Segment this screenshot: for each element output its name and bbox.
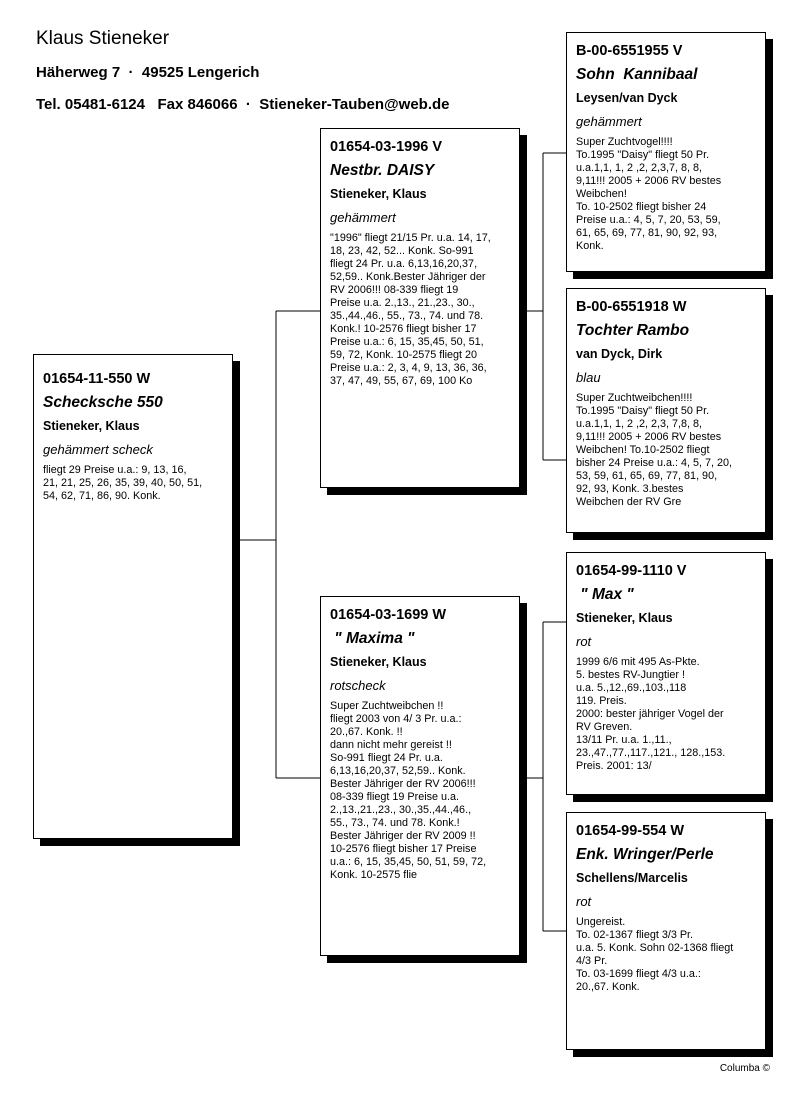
ring-number: 01654-03-1699 W (330, 607, 447, 623)
breeder-name: Stieneker, Klaus (330, 187, 427, 201)
pigeon-name: Enk. Wringer/Perle (576, 846, 714, 863)
ring-number: B-00-6551955 V (576, 43, 683, 59)
breeder-name: Schellens/Marcelis (576, 871, 688, 885)
owner-fax: Fax 846066 (157, 96, 238, 113)
pigeon-color: rot (576, 894, 592, 909)
pigeon-color: gehämmert (576, 114, 642, 129)
ring-number: 01654-99-1110 V (576, 563, 687, 579)
owner-email: Stieneker-Tauben@web.de (259, 96, 450, 113)
breeder-name: Leysen/van Dyck (576, 91, 678, 105)
performance-notes: fliegt 29 Preise u.a.: 9, 13, 16, 21, 21, 25, 26, 35, 39, 40, 50, 51, 54, 62, 71, 86, 90. Konk. (43, 464, 203, 502)
ring-number: 01654-99-554 W (576, 823, 685, 839)
pigeon-name: " Max " (576, 586, 634, 603)
pigeon-name: Tochter Rambo (576, 322, 690, 339)
pigeon-name: Nestbr. DAISY (330, 162, 435, 179)
pigeon-color: gehämmert scheck (43, 442, 153, 457)
performance-notes: 1999 6/6 mit 495 As-Pkte. 5. bestes RV-Jungtier ! u.a. 5.,12.,69.,103.,118 119. Preis. 2000: bester jähriger Vogel der RV Greven. 13/11 Pr. u.a. 1.,11., 23.,47.,77.,117.,121., 128.,153. Preis. 2001: 13/ (576, 656, 726, 772)
owner-street: Häherweg 7 (36, 64, 121, 81)
breeder-name: Stieneker, Klaus (576, 611, 673, 625)
owner-tel: Tel. 05481-6124 (36, 96, 145, 113)
pigeon-name: Sohn Kannibaal (576, 66, 698, 83)
performance-notes: "1996" fliegt 21/15 Pr. u.a. 14, 17, 18, 23, 42, 52... Konk. So-991 fliegt 24 Pr. u.a. 6,13,16,20,37, 52,59.. Konk.Bester Jähriger der RV 2006!!! 08-339 fliegt 19 Preise u.a. 2.,13., 21.,23., 30., 35.,44.,46., 55., 73., 74. und 78. Konk.! 10-2576 fliegt bisher 17 Preise u.a.: 6, 15, 35,45, 50, 51, 59, 72, Konk. 10-2575 fliegt 20 Preise u.a.: 2, 3, 4, 9, 13, 36, 36, 37, 47, 49, 55, 67, 69, 100 Ko (330, 232, 491, 387)
pigeon-card-sire-sire (566, 32, 766, 272)
pigeon-color: blau (576, 370, 601, 385)
pigeon-name: Schecksche 550 (43, 394, 163, 411)
pigeon-card-dam-sire (566, 552, 766, 795)
footer-copyright: Columba © (719, 1063, 770, 1074)
owner-city: 49525 Lengerich (141, 64, 260, 81)
breeder-name: van Dyck, Dirk (576, 347, 663, 361)
performance-notes: Super Zuchtweibchen !! fliegt 2003 von 4/ 3 Pr. u.a.: 20.,67. Konk. !! dann nicht mehr gereist !! So-991 fliegt 24 Pr. u.a. 6,13,16,20,37, 52,59.. Konk. Bester Jähriger der RV 2006!!! 08-339 fliegt 19 Preise u.a. 2.,13.,21.,23., 30.,35.,44.,46., 55., 73., 74. und 78. Konk.! Bester Jähriger der RV 2009 !! 10-2576 fliegt bisher 17 Preise u.a.: 6, 15, 35,45, 50, 51, 59, 72, Konk. 10-2575 flie (330, 700, 487, 881)
performance-notes: Ungereist. To. 02-1367 fliegt 3/3 Pr. u.a. 5. Konk. Sohn 02-1368 fliegt 4/3 Pr. To. 03-1699 fliegt 4/3 u.a.: 20.,67. Konk. (576, 916, 734, 993)
pigeon-card-main (33, 354, 233, 839)
breeder-name: Stieneker, Klaus (43, 419, 140, 433)
separator-dot: · (128, 64, 134, 81)
pigeon-color: rot (576, 634, 592, 649)
breeder-name: Stieneker, Klaus (330, 655, 427, 669)
ring-number: 01654-03-1996 V (330, 139, 443, 155)
performance-notes: Super Zuchtweibchen!!!! To.1995 "Daisy" fliegt 50 Pr. u.a.1,1, 1, 2 ,2, 2,3, 7,8, 8, 9,11!!! 2005 + 2006 RV bestes Weibchen! To.10-2502 fliegt bisher 24 Preise u.a.: 4, 5, 7, 20, 53, 59, 61, 65, 69, 77, 81, 90, 92, 93, Konk. 3.bestes Weibchen der RV Gre (576, 392, 733, 508)
pigeon-card-sire-dam (566, 288, 766, 533)
owner-name: Klaus Stieneker (36, 28, 170, 49)
pigeon-color: gehämmert (330, 210, 396, 225)
performance-notes: Super Zuchtvogel!!!! To.1995 "Daisy" fliegt 50 Pr. u.a.1,1, 1, 2 ,2, 2,3,7, 8, 8, 9,11!!! 2005 + 2006 RV bestes Weibchen! To. 10-2502 fliegt bisher 24 Preise u.a.: 4, 5, 7, 20, 53, 59, 61, 65, 69, 77, 81, 90, 92, 93, Konk. (576, 136, 722, 252)
pigeon-name: " Maxima " (330, 630, 415, 647)
ring-number: B-00-6551918 W (576, 299, 687, 315)
pigeon-card-sire (320, 128, 520, 488)
pigeon-card-dam (320, 596, 520, 956)
pigeon-color: rotscheck (330, 678, 386, 693)
separator-dot: · (245, 96, 251, 113)
pigeon-card-dam-dam (566, 812, 766, 1050)
ring-number: 01654-11-550 W (43, 371, 151, 387)
